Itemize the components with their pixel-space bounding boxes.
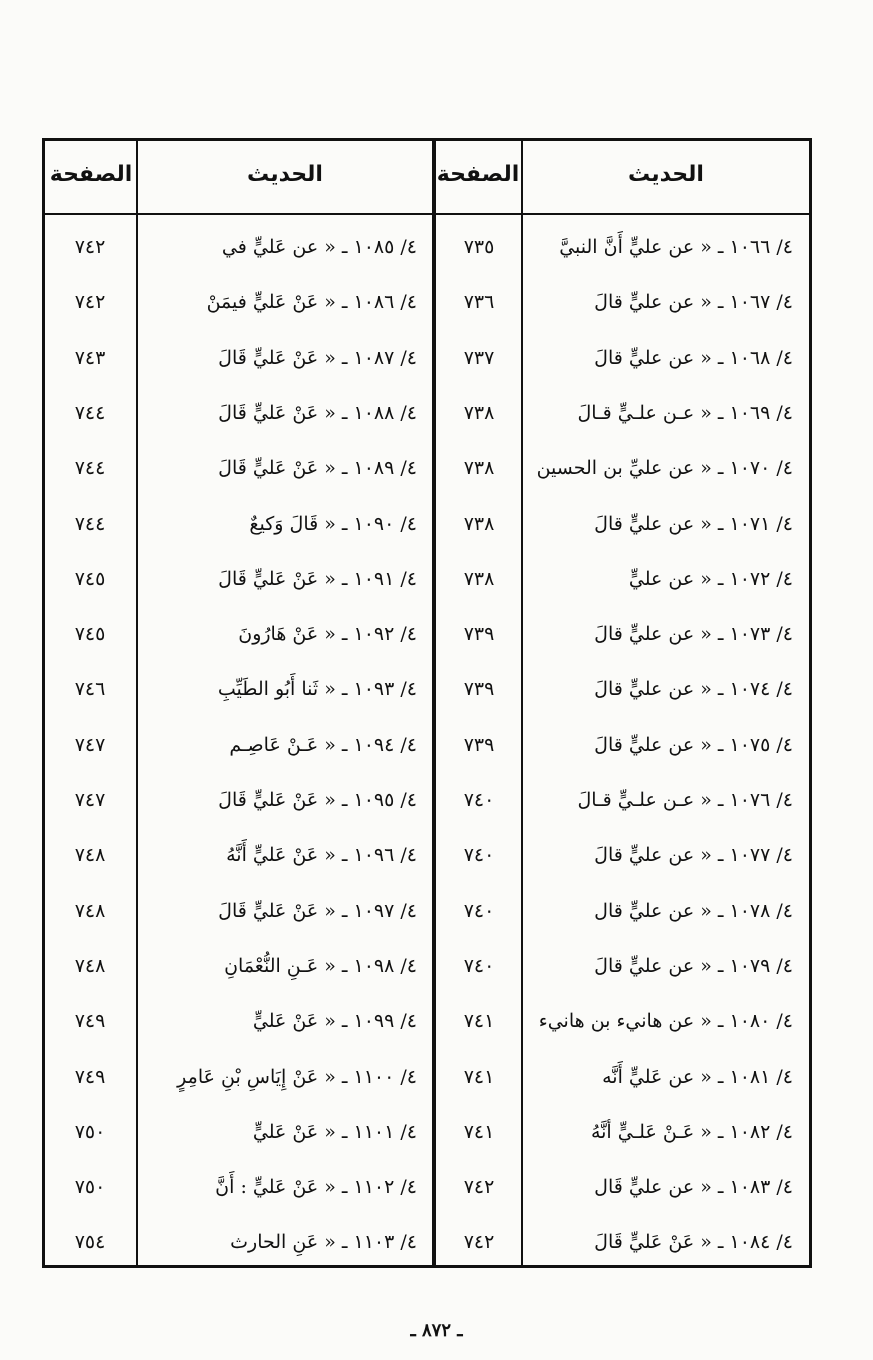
left-hadith-entry (141, 835, 417, 875)
left-hadith-text: ٤/ ١١٠١ ـ « عَنْ عَليٍّ (252, 1121, 417, 1143)
right-hadith-text: ٤/ ١٠٨١ ـ « عن عَليٍّ أَنَّه (602, 1066, 793, 1088)
right-page-number: ٧٣٩ (463, 734, 495, 756)
right-hadith-text: ٤/ ١٠٨٣ ـ « عن عليٍّ قَال (594, 1176, 793, 1198)
right-hadith-entry (525, 780, 793, 820)
right-page-number: ٧٣٨ (463, 513, 495, 535)
right-hadith-text: ٤/ ١٠٦٦ ـ « عن عليٍّ أَنَّ النبيَّ (559, 236, 793, 258)
right-hadith-text: ٤/ ١٠٧٦ ـ « عـن علـيٍّ قـالَ (577, 789, 793, 811)
right-hadith-text: ٤/ ١٠٧١ ـ « عن عليٍّ قالَ (594, 513, 793, 535)
left-hadith-text: ٤/ ١١٠٠ ـ « عَنْ إِيَاسِ بْنِ عَامِرٍ (177, 1066, 417, 1088)
right-hadith-text: ٤/ ١٠٧٧ ـ « عن عليٍّ قالَ (594, 844, 793, 866)
right-page-number: ٧٤١ (463, 1066, 495, 1088)
column-divider (136, 141, 138, 1265)
left-page-number: ٧٤٥ (74, 623, 106, 645)
right-hadith-text: ٤/ ١٠٧٤ ـ « عن عليٍّ قالَ (594, 678, 793, 700)
column-divider-center (432, 141, 436, 1265)
right-hadith-text: ٤/ ١٠٦٨ ـ « عن عليٍّ قالَ (594, 347, 793, 369)
left-page-number: ٧٤٨ (74, 900, 106, 922)
right-page-number: ٧٤١ (463, 1121, 495, 1143)
left-hadith-text: ٤/ ١٠٩٧ ـ « عَنْ عَليٍّ قَالَ (218, 900, 417, 922)
left-hadith-text: ٤/ ١٠٩١ ـ « عَنْ عَليٍّ قَالَ (218, 568, 417, 590)
right-hadith-entry (525, 1001, 793, 1041)
right-hadith-entry (525, 504, 793, 544)
left-hadith-entry (141, 725, 417, 765)
left-hadith-text: ٤/ ١٠٨٧ ـ « عَنْ عَليٍّ قَالَ (218, 347, 417, 369)
table-header (45, 141, 809, 215)
right-hadith-entry (525, 338, 793, 378)
right-page-number: ٧٤٠ (463, 955, 495, 977)
header-left-hadith: الحديث (247, 162, 323, 187)
left-page-number: ٧٤٢ (74, 291, 106, 313)
left-page-number: ٧٤٤ (74, 457, 106, 479)
left-hadith-text: ٤/ ١٠٩٦ ـ « عَنْ عَليٍّ أَنَّهُ (226, 844, 417, 866)
left-page-number: ٧٤٤ (74, 513, 106, 535)
right-page-number: ٧٣٨ (463, 457, 495, 479)
right-page-number: ٧٤٠ (463, 844, 495, 866)
right-page-number: ٧٣٨ (463, 568, 495, 590)
left-page-number: ٧٥٤ (74, 1231, 106, 1253)
right-hadith-entry (525, 282, 793, 322)
left-hadith-text: ٤/ ١٠٩٩ ـ « عَنْ عَليٍّ (252, 1010, 417, 1032)
right-hadith-text: ٤/ ١٠٧٣ ـ « عن عليٍّ قالَ (594, 623, 793, 645)
right-hadith-entry (525, 835, 793, 875)
left-hadith-entry (141, 393, 417, 433)
header-right-page: الصفحة (436, 162, 520, 187)
left-page-number: ٧٤٧ (74, 789, 106, 811)
left-hadith-text: ٤/ ١١٠٣ ـ « عَنِ الحارث (230, 1231, 417, 1253)
left-hadith-entry (141, 1057, 417, 1097)
right-hadith-entry (525, 1057, 793, 1097)
left-hadith-text: ٤/ ١٠٩٠ ـ « قَالَ وَكيعٌ (249, 513, 417, 535)
left-page-number: ٧٤٩ (74, 1066, 106, 1088)
right-hadith-entry (525, 725, 793, 765)
page-number-footer: ـ ٨٧٢ ـ (410, 1320, 463, 1341)
right-hadith-text: ٤/ ١٠٦٧ ـ « عن عليٍّ قالَ (594, 291, 793, 313)
left-hadith-entry (141, 282, 417, 322)
right-hadith-entry (525, 559, 793, 599)
right-hadith-entry (525, 393, 793, 433)
right-hadith-entry (525, 1112, 793, 1152)
right-page-number: ٧٤٢ (463, 1231, 495, 1253)
left-page-number: ٧٤٧ (74, 734, 106, 756)
left-hadith-entry (141, 559, 417, 599)
left-hadith-text: ٤/ ١٠٩٨ ـ « عَـنِ النُّعْمَانِ (224, 955, 417, 977)
index-table (42, 138, 812, 1268)
left-page-number: ٧٤٣ (74, 347, 106, 369)
left-hadith-text: ٤/ ١١٠٢ ـ « عَنْ عَليٍّ : أَنَّ (215, 1176, 417, 1198)
right-page-number: ٧٤٠ (463, 789, 495, 811)
right-hadith-entry (525, 227, 793, 267)
left-page-number: ٧٤٥ (74, 568, 106, 590)
right-page-number: ٧٣٦ (463, 291, 495, 313)
left-hadith-text: ٤/ ١٠٩٤ ـ « عَـنْ عَاصِـم (229, 734, 417, 756)
left-hadith-entry (141, 946, 417, 986)
right-hadith-text: ٤/ ١٠٦٩ ـ « عـن علـيٍّ قـالَ (577, 402, 793, 424)
right-hadith-text: ٤/ ١٠٨٤ ـ « عَنْ عَليٍّ قَالَ (594, 1231, 793, 1253)
right-hadith-text: ٤/ ١٠٧٢ ـ « عن عليٍّ (628, 568, 793, 590)
left-page-number: ٧٤٨ (74, 955, 106, 977)
left-hadith-entry (141, 1222, 417, 1262)
left-page-number: ٧٤٤ (74, 402, 106, 424)
left-hadith-entry (141, 669, 417, 709)
right-hadith-entry (525, 946, 793, 986)
right-hadith-entry (525, 669, 793, 709)
right-page-number: ٧٣٩ (463, 678, 495, 700)
left-hadith-text: ٤/ ١٠٩٥ ـ « عَنْ عَليٍّ قَالَ (218, 789, 417, 811)
right-page-number: ٧٣٧ (463, 347, 495, 369)
left-hadith-entry (141, 780, 417, 820)
left-hadith-text: ٤/ ١٠٨٥ ـ « عن عَليٍّ في (221, 236, 417, 258)
left-page-number: ٧٤٦ (74, 678, 106, 700)
right-hadith-text: ٤/ ١٠٨٠ ـ « عن هانيء بن هانيء (538, 1010, 793, 1032)
left-hadith-entry (141, 338, 417, 378)
left-page-number: ٧٤٩ (74, 1010, 106, 1032)
left-hadith-text: ٤/ ١٠٩٢ ـ « عَنْ هَارُونَ (238, 623, 417, 645)
right-hadith-text: ٤/ ١٠٨٢ ـ « عَـنْ عَلـيٍّ أنَّهُ (590, 1121, 793, 1143)
right-page-number: ٧٤٢ (463, 1176, 495, 1198)
column-divider (521, 141, 523, 1265)
left-hadith-entry (141, 1001, 417, 1041)
header-left-page: الصفحة (49, 162, 133, 187)
left-hadith-text: ٤/ ١٠٨٩ ـ « عَنْ عَليٍّ قَالَ (218, 457, 417, 479)
left-hadith-entry (141, 614, 417, 654)
right-hadith-entry (525, 891, 793, 931)
left-hadith-entry (141, 227, 417, 267)
left-hadith-text: ٤/ ١٠٨٨ ـ « عَنْ عَليٍّ قَالَ (218, 402, 417, 424)
left-hadith-text: ٤/ ١٠٩٣ ـ « ثَنا أَبُو الطَيِّبِ (217, 678, 417, 700)
left-hadith-text: ٤/ ١٠٨٦ ـ « عَنْ عَليٍّ فيمَنْ (206, 291, 417, 313)
right-page-number: ٧٣٩ (463, 623, 495, 645)
right-page-number: ٧٣٥ (463, 236, 495, 258)
left-hadith-entry (141, 1112, 417, 1152)
left-page-number: ٧٥٠ (74, 1176, 106, 1198)
right-hadith-entry (525, 614, 793, 654)
right-hadith-text: ٤/ ١٠٧٩ ـ « عن عليٍّ قالَ (594, 955, 793, 977)
left-page-number: ٧٤٨ (74, 844, 106, 866)
left-hadith-entry (141, 891, 417, 931)
right-page-number: ٧٤١ (463, 1010, 495, 1032)
header-right-hadith: الحديث (628, 162, 704, 187)
right-hadith-entry (525, 448, 793, 488)
right-hadith-text: ٤/ ١٠٧٨ ـ « عن عليٍّ قال (594, 900, 793, 922)
right-hadith-text: ٤/ ١٠٧٠ ـ « عن عليِّ بن الحسين (536, 457, 793, 479)
left-hadith-entry (141, 448, 417, 488)
right-hadith-entry (525, 1167, 793, 1207)
right-page-number: ٧٣٨ (463, 402, 495, 424)
left-hadith-entry (141, 504, 417, 544)
right-hadith-text: ٤/ ١٠٧٥ ـ « عن عليٍّ قالَ (594, 734, 793, 756)
right-hadith-entry (525, 1222, 793, 1262)
left-page-number: ٧٤٢ (74, 236, 106, 258)
left-hadith-entry (141, 1167, 417, 1207)
left-page-number: ٧٥٠ (74, 1121, 106, 1143)
right-page-number: ٧٤٠ (463, 900, 495, 922)
